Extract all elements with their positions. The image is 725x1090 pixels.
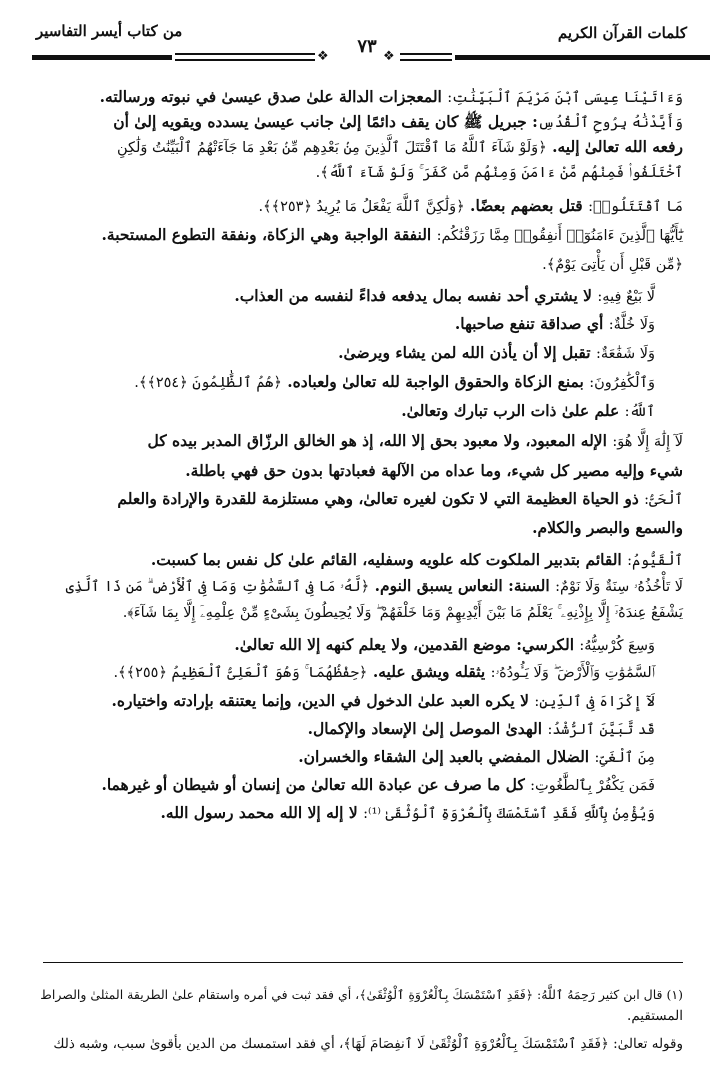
text-line [113,111,683,134]
text-line [455,313,655,336]
text-line [117,136,683,159]
explanation-text: يثقله ويشق عليه. [367,662,491,681]
quranic-term: ٱلسَّمَٰوَٰتِ وَٱلْأَرْضَ ۖ وَلَا يَـُٔودُهُۥ: [490,665,655,681]
explanation-text: شيء وإليه مصير كل شيء، وما عداه من الآلهة فعبادتها بدون حق فهي باطلة. [185,461,683,480]
page-number: ٧٣ [357,36,377,57]
quranic-term: يَٰٓأَيُّهَا ٱلَّذِينَ ءَامَنُوٓا۟ أَنفِقُوا۟ مِمَّا رَزَقْنَٰكُم: [436,228,683,244]
quranic-term: لَا تَأْخُذُهُۥ سِنَةٌ وَلَا نَوْمٌ: [555,579,683,595]
quranic-term: وَلَا خُلَّةٌ: [608,317,655,333]
text-line [542,253,683,276]
header-source-title: من كتاب أيسر التفاسير [36,22,183,40]
quranic-term: وَسِعَ كُرْسِيُّهُ: [579,638,655,654]
explanation-text: الضلال المفضي بالعبد إلىٰ الشقاء والخسران. [298,747,595,766]
quranic-term: ٱللَّهُ: [624,404,655,420]
footnote-line: المستقيم. [627,1008,683,1024]
text-line [123,601,683,624]
text-line [101,774,655,797]
quranic-term: فَمَن يَكْفُرْ بِٱلطَّٰغُوتِ: [530,778,655,794]
quranic-term: ٱلْحَىُّ: [644,492,683,508]
explanation-text: رفعه الله تعالىٰ إليه. [546,137,683,156]
explanation-text: : جبريل ﷺ كان يقف دائمًا إلىٰ جانب عيسىٰ يسدده ويقويه إلىٰ أن [113,112,538,131]
explanation-text: الكرسي: موضع القدمين، ولا يعلم كنهه إلا الله تعالىٰ. [234,635,580,654]
text-line [234,634,655,657]
text-line [298,746,655,769]
explanation-text: المعجزات الدالة علىٰ صدق عيسىٰ في نبوته ورسالته. [99,87,448,106]
quranic-quote: ٱخْتَلَفُوا۟ فَمِنْهُم مَّنْ ءَامَنَ وَمِنْهُم مَّن كَفَرَ ۚ وَلَوْ شَآءَ ٱللَّهُ﴾. [315,165,683,181]
text-line [66,575,683,598]
explanation-text: النفقة الواجبة وهي الزكاة، ونفقة التطوع المستحبة. [101,225,437,244]
explanation-text: القائم بتدبير الملكوت كله علويه وسفليه، القائم علىٰ كل نفس بما كسبت. [150,550,628,569]
quranic-term: مَا ٱقْتَتَلُوا۟: [588,199,683,215]
quranic-term: وَأَيَّدْنَٰهُ بِرُوحِ ٱلْقُدُسِ [537,115,683,131]
quranic-term: وَءَاتَيْنَا عِيسَى ٱبْنَ مَرْيَمَ ٱلْبَيِّنَٰتِ: [447,90,683,106]
ornament-icon: ❖ [317,49,329,64]
text-line [151,549,683,572]
explanation-text: تقبل إلا أن يأذن الله لمن يشاء ويرضىٰ. [338,343,596,362]
quranic-term: قَد تَّبَيَّنَ ٱلرُّشْدُ: [547,722,655,738]
header-rule [175,53,315,55]
quranic-term: وَٱلْكَٰفِرُونَ: [589,375,655,391]
footnote-line: (١) قال ابن كثير رَحِمَهُ ٱللَّهُ: ﴿فَقَدِ ٱسْتَمْسَكَ بِٱلْعُرْوَةِ ٱلْوُثْقَىٰ﴾، أي فقد ثبت في أمره واستقام علىٰ الطريقة المثلىٰ والصراط [40,987,683,1002]
header-rule [32,55,172,60]
text-line [113,661,655,684]
footnote-separator [43,962,683,963]
text-line [234,285,655,308]
text-line [100,86,683,109]
quranic-quote: ﴿وَلَوْ شَآءَ ٱللَّهُ مَا ٱقْتَتَلَ ٱلَّذِينَ مِنۢ بَعْدِهِم مِّنۢ بَعْدِ مَا جَآءَتْهُمُ ٱلْبَيِّنَٰتُ وَلَٰكِنِ [116,140,547,156]
quranic-term: لَآ إِكْرَاهَ فِى ٱلدِّينِ: [534,694,655,710]
text-line [401,400,655,423]
ornament-icon: ❖ [383,49,395,64]
quranic-quote: ﴿هُمُ ٱلظَّٰلِمُونَ ﴿٢٥٤﴾﴾. [134,375,282,391]
quranic-term: لَّا بَيْعٌ فِيهِ: [597,289,655,305]
quranic-term: ٱلْقَيُّومُ: [627,553,683,569]
explanation-text: علم علىٰ ذات الرب تبارك وتعالىٰ. [401,401,625,420]
text-line [532,517,683,539]
quranic-quote: ﴿مِّن قَبْلِ أَن يَأْتِىَ يَوْمٌ﴾. [542,257,683,273]
text-line [316,161,683,184]
quranic-quote: يَشْفَعُ عِندَهُۥٓ إِلَّا بِإِذْنِهِۦ ۚ يَعْلَمُ مَا بَيْنَ أَيْدِيهِمْ وَمَا خَلْفَهُمْ ۖ وَلَا يُحِيطُونَ بِشَىْءٍ مِّنْ عِلْمِهِۦٓ إِلَّا بِمَا شَآءَ﴾. [122,605,683,621]
text-line [147,430,683,453]
explanation-text: لا يكره العبد علىٰ الدخول في الدين، وإنما يعتنقه بإرادته واختياره. [111,691,535,710]
explanation-text: لا يشتري أحد نفسه بمال يدفعه فداءً لنفسه من العذاب. [234,286,598,305]
explanation-text: الهدىٰ الموصل إلىٰ الإسعاد والإكمال. [307,719,548,738]
footnote-line: وقوله تعالىٰ: ﴿فَقَدِ ٱسْتَمْسَكَ بِٱلْعُرْوَةِ ٱلْوُثْقَىٰ لَا ٱنفِصَامَ لَهَا﴾، أي فقد استمسك من الدين بأقوىٰ سبب، وشبه ذلك [53,1036,683,1052]
explanation-text: أي صداقة تنفع صاحبها. [454,314,609,333]
text-line [161,802,655,825]
quranic-term: لَآ إِلَٰهَ إِلَّا هُوَ: [612,434,683,450]
explanation-text: قتل بعضهم بعضًا. [464,196,589,215]
explanation-text: والسمع والبصر والكلام. [532,518,683,537]
quranic-quote: ﴿وَلَٰكِنَّ ٱللَّهَ يَفْعَلُ مَا يُرِيدُ ﴿٢٥٣﴾﴾. [258,199,465,215]
header-rule [400,53,452,55]
explanation-text: الإله المعبود، ولا معبود بحق إلا الله، إذ هو الخالق الرزّاق المدبر بيده كل [147,431,613,450]
text-line [258,195,683,218]
header-rule [400,59,452,61]
quranic-term: وَيُؤْمِنۢ بِٱللَّهِ فَقَدِ ٱسْتَمْسَكَ بِٱلْعُرْوَةِ ٱلْوُثْقَىٰ ⁽¹⁾: [363,806,655,822]
text-line [134,371,655,394]
quranic-quote: ﴿حِفْظُهُمَا ۚ وَهُوَ ٱلْعَلِىُّ ٱلْعَظِيمُ ﴿٢٥٥﴾﴾. [113,665,368,681]
header-rule [175,59,315,61]
text-line [102,224,684,247]
quranic-term: وَلَا شَفَٰعَةٌ: [595,346,655,362]
quranic-quote: ﴿لَّهُۥ مَا فِى ٱلسَّمَٰوَٰتِ وَمَا فِى ٱلْأَرْضِ ۗ مَن ذَا ٱلَّذِى [65,579,370,595]
header-rule [455,55,710,60]
quranic-term: مِنَ ٱلْغَىِّ: [594,750,655,766]
explanation-text: لا إله إلا الله محمد رسول الله. [160,803,364,822]
text-line [338,342,655,365]
header-book-title: كلمات القرآن الكريم [557,24,687,42]
explanation-text: ذو الحياة العظيمة التي لا تكون لغيره تعالىٰ، وهي مستلزمة للقدرة والإرادة والعلم [117,489,645,508]
explanation-text: السنة: النعاس يسبق النوم. [369,576,556,595]
text-line [308,718,655,741]
explanation-text: بمنع الزكاة والحقوق الواجبة لله تعالىٰ ولعباده. [281,372,590,391]
text-line [111,690,655,713]
text-line [185,460,683,482]
text-line [117,488,683,511]
explanation-text: كل ما صرف عن عبادة الله تعالىٰ من إنسان أو شيطان أو غيرهما. [101,775,531,794]
